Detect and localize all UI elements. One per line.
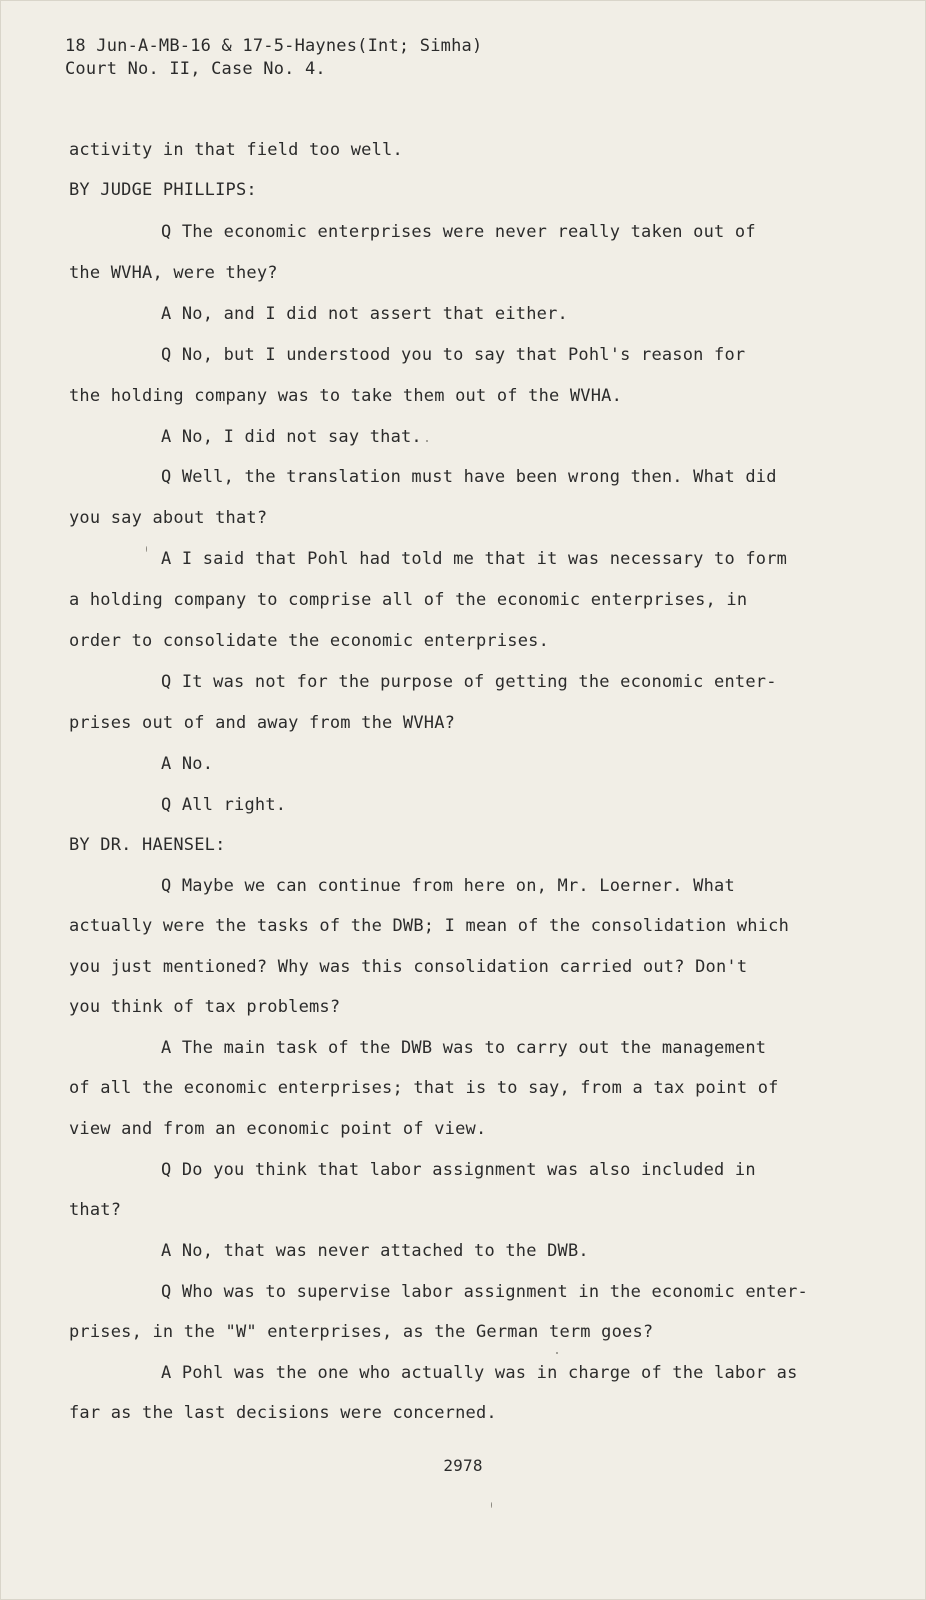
transcript-line: BY DR. HAENSEL:: [69, 835, 226, 855]
header-line-2: Court No. II, Case No. 4.: [65, 59, 326, 79]
paper-speck: [556, 1352, 558, 1354]
transcript-line: Q Do you think that labor assignment was also included in: [161, 1160, 756, 1180]
paper-speck: [146, 546, 147, 552]
transcript-line: A No, I did not say that.: [161, 427, 422, 447]
header-line-1: 18 Jun-A-MB-16 & 17-5-Haynes(Int; Simha): [65, 36, 483, 56]
transcript-line: A Pohl was the one who actually was in charge of the labor as: [161, 1363, 798, 1383]
transcript-line: Q No, but I understood you to say that Pohl's reason for: [161, 345, 746, 365]
transcript-line: A The main task of the DWB was to carry out the management: [161, 1038, 767, 1058]
transcript-line: Q Who was to supervise labor assignment in the economic enter-: [161, 1282, 808, 1302]
transcript-line: BY JUDGE PHILLIPS:: [69, 180, 257, 200]
paper-speck: [491, 1502, 492, 1508]
transcript-line: that?: [69, 1200, 122, 1220]
transcript-line: prises out of and away from the WVHA?: [69, 713, 456, 733]
transcript-line: Q Well, the translation must have been wrong then. What did: [161, 467, 777, 487]
transcript-line: order to consolidate the economic enterprises.: [69, 631, 550, 651]
transcript-line: a holding company to comprise all of the economic enterprises, in: [69, 590, 748, 610]
transcript-line: activity in that field too well.: [69, 140, 403, 160]
paper-speck: [426, 440, 428, 442]
transcript-line: A No, that was never attached to the DWB.: [161, 1241, 589, 1261]
transcript-line: prises, in the "W" enterprises, as the German term goes?: [69, 1322, 654, 1342]
transcript-line: far as the last decisions were concerned.: [69, 1403, 497, 1423]
transcript-line: Q All right.: [161, 795, 287, 815]
transcript-line: Q The economic enterprises were never really taken out of: [161, 222, 756, 242]
transcript-line: you think of tax problems?: [69, 997, 341, 1017]
transcript-line: Q Maybe we can continue from here on, Mr. Loerner. What: [161, 876, 735, 896]
transcript-line: you say about that?: [69, 508, 268, 528]
transcript-line: you just mentioned? Why was this consolidation carried out? Don't: [69, 957, 748, 977]
transcript-line: of all the economic enterprises; that is to say, from a tax point of: [69, 1078, 779, 1098]
transcript-line: the WVHA, were they?: [69, 263, 278, 283]
transcript-line: view and from an economic point of view.: [69, 1119, 487, 1139]
transcript-line: A No.: [161, 754, 214, 774]
page-number: 2978: [443, 1456, 483, 1475]
transcript-line: A I said that Pohl had told me that it was necessary to form: [161, 549, 788, 569]
transcript-line: Q It was not for the purpose of getting the economic enter-: [161, 672, 777, 692]
transcript-line: the holding company was to take them out of the WVHA.: [69, 386, 623, 406]
transcript-line: A No, and I did not assert that either.: [161, 304, 568, 324]
transcript-line: actually were the tasks of the DWB; I mean of the consolidation which: [69, 916, 790, 936]
